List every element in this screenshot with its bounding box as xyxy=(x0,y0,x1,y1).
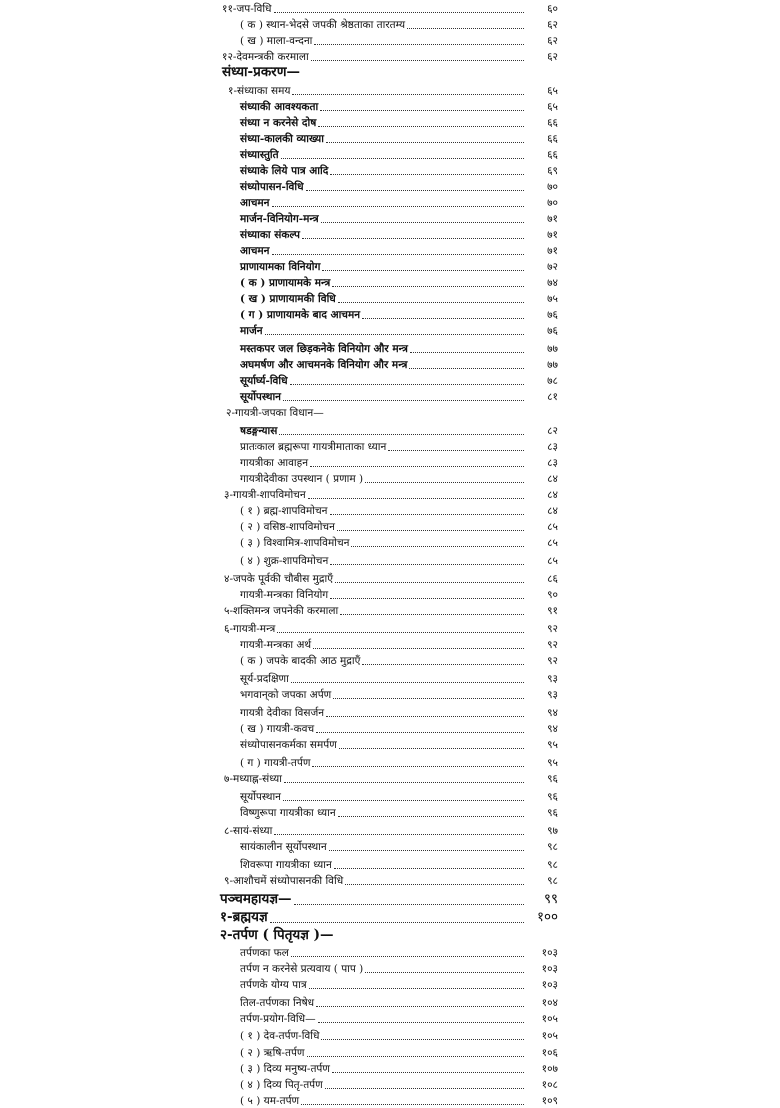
toc-entry: शिवरूपा गायत्रीका ध्यान ९८ xyxy=(240,859,558,871)
toc-entry: ( ५ ) यम-तर्पण १०९ xyxy=(240,1095,558,1107)
toc-subsection: २-तर्पण ( पितृयज्ञ )— xyxy=(220,927,334,943)
toc-entry: विष्णुरूपा गायत्रीका ध्यान ९६ xyxy=(240,807,558,819)
toc-entry: ( ख ) गायत्री-कवच ९४ xyxy=(240,723,558,735)
toc-entry: सूर्योपस्थान ९६ xyxy=(240,791,558,803)
toc-entry: मार्जन-विनियोग-मन्त्र ७१ xyxy=(240,213,558,225)
toc-entry: १-ब्रह्मयज्ञ १०० xyxy=(220,909,558,925)
toc-entry: ( ३ ) विश्वामित्र-शापविमोचन ८५ xyxy=(240,537,558,549)
toc-entry: संध्या-कालकी व्याख्या ६६ xyxy=(240,133,558,145)
toc-entry: ( २ ) वसिष्ठ-शापविमोचन ८५ xyxy=(240,521,558,533)
toc-entry: संध्योपासनकर्मका समर्पण ९५ xyxy=(240,739,558,751)
toc-entry: १२-देवमन्त्रकी करमाला ६२ xyxy=(222,51,558,63)
toc-entry: ६-गायत्री-मन्त्र ९२ xyxy=(224,623,558,635)
toc-entry: तर्पणका फल १०३ xyxy=(240,947,558,959)
toc-entry: गायत्रीका आवाहन ८३ xyxy=(240,457,558,469)
toc-entry: तर्पण-प्रयोग-विधि— १०५ xyxy=(240,1013,558,1025)
toc-entry: ( १ ) ब्रह्म-शापविमोचन ८४ xyxy=(240,505,558,517)
toc-entry: संध्या न करनेसे दोष ६६ xyxy=(240,117,558,129)
toc-entry: प्राणायामका विनियोग ७२ xyxy=(240,261,558,273)
toc-entry: ( क ) स्थान-भेदसे जपकी श्रेष्ठताका तारतम्य ६२ xyxy=(240,19,558,31)
toc-entry: ४-जपके पूर्वकी चौबीस मुद्राएँ ८६ xyxy=(224,573,558,585)
section-heading: संध्या-प्रकरण— xyxy=(222,64,300,80)
toc-entry: सूर्यार्घ्य-विधि ७८ xyxy=(240,375,558,387)
toc-entry: पञ्चमहायज्ञ— ९९ xyxy=(220,891,558,907)
toc-entry: ११-जप-विधि ६० xyxy=(222,3,558,15)
toc-entry: आचमन ७० xyxy=(240,197,558,209)
toc-entry: गायत्री-मन्त्रका अर्थ ९२ xyxy=(240,639,558,651)
toc-subsection: २-गायत्री-जपका विधान— xyxy=(226,407,324,419)
toc-entry: सूर्योपस्थान ८१ xyxy=(240,391,558,403)
toc-entry: १-संध्याका समय ६५ xyxy=(228,85,558,97)
toc-entry: सायंकालीन सूर्योपस्थान ९८ xyxy=(240,841,558,853)
toc-entry: ९-आशौचमें संध्योपासनकी विधि ९८ xyxy=(224,875,558,887)
toc-entry: षडङ्गन्यास ८२ xyxy=(240,425,558,437)
toc-entry: संध्यास्तुति ६६ xyxy=(240,149,558,161)
toc-entry: ( ४ ) शुक्र-शापविमोचन ८५ xyxy=(240,555,558,567)
toc-entry: संध्याका संकल्प ७१ xyxy=(240,229,558,241)
toc-entry: ( ३ ) दिव्य मनुष्य-तर्पण १०७ xyxy=(240,1063,558,1075)
toc-entry: ( ग ) प्राणायामके बाद आचमन ७६ xyxy=(240,309,558,321)
toc-entry: तर्पणके योग्य पात्र १०३ xyxy=(240,979,558,991)
toc-entry: तिल-तर्पणका निषेध १०४ xyxy=(240,997,558,1009)
toc-entry: गायत्रीदेवीका उपस्थान ( प्रणाम ) ८४ xyxy=(240,473,558,485)
toc-entry: आचमन ७१ xyxy=(240,245,558,257)
toc-entry: संध्योपासन-विधि ७० xyxy=(240,181,558,193)
toc-entry: सूर्य-प्रदक्षिणा ९३ xyxy=(240,673,558,685)
toc-entry: तर्पण न करनेसे प्रत्यवाय ( पाप ) १०३ xyxy=(240,963,558,975)
toc-entry: मार्जन ७६ xyxy=(240,325,558,337)
toc-entry: ५-शक्तिमन्त्र जपनेकी करमाला ९१ xyxy=(224,605,558,617)
toc-entry: ३-गायत्री-शापविमोचन ८४ xyxy=(224,489,558,501)
toc-entry: ( क ) जपके बादकी आठ मुद्राएँ ९२ xyxy=(240,655,558,667)
toc-entry: ( ग ) गायत्री-तर्पण ९५ xyxy=(240,757,558,769)
toc-entry: ८-सायं-संध्या ९७ xyxy=(224,825,558,837)
toc-entry: ( १ ) देव-तर्पण-विधि १०५ xyxy=(240,1030,558,1042)
toc-entry: भगवान्‌को जपका अर्पण ९३ xyxy=(240,689,558,701)
toc-entry: ( ख ) प्राणायामकी विधि ७५ xyxy=(240,293,558,305)
toc-entry: गायत्री-मन्त्रका विनियोग ९० xyxy=(240,589,558,601)
toc-entry: ७-मध्याह्न-संध्या ९६ xyxy=(224,773,558,785)
toc-entry: ( क ) प्राणायामके मन्त्र ७४ xyxy=(240,277,558,289)
toc-entry: गायत्री देवीका विसर्जन ९४ xyxy=(240,707,558,719)
toc-entry: ( २ ) ऋषि-तर्पण १०६ xyxy=(240,1047,558,1059)
toc-entry: अघमर्षण और आचमनके विनियोग और मन्त्र ७७ xyxy=(240,359,558,371)
toc-entry: प्रातःकाल ब्रह्मरूपा गायत्रीमाताका ध्यान ८३ xyxy=(240,441,558,453)
toc-entry: संध्याके लिये पात्र आदि ६९ xyxy=(240,165,558,177)
toc-entry: ( ४ ) दिव्य पितृ-तर्पण १०८ xyxy=(240,1079,558,1091)
toc-entry: मस्तकपर जल छिड़कनेके विनियोग और मन्त्र ७७ xyxy=(240,343,558,355)
toc-entry: ( ख ) माला-वन्दना ६२ xyxy=(240,35,558,47)
toc-entry: संध्याकी आवश्यकता ६५ xyxy=(240,101,558,113)
